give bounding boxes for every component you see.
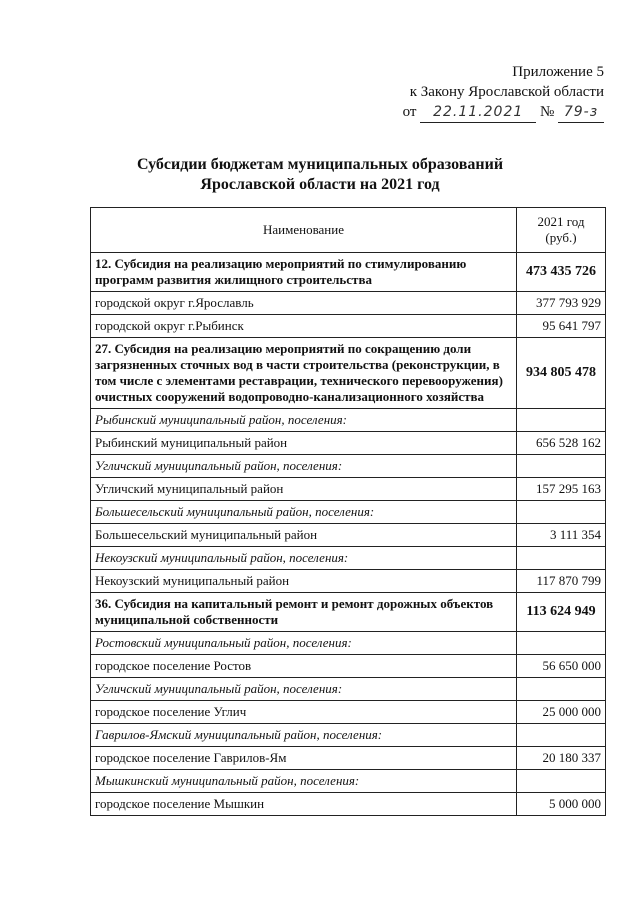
header-amount-unit: (руб.) [545, 230, 577, 245]
row-name: Мышкинский муниципальный район, поселения: [91, 770, 517, 793]
group-row [91, 455, 606, 478]
row-name: Некоузский муниципальный район, поселения: [91, 547, 517, 570]
row-amount: 95 641 797 [517, 315, 606, 338]
row-name: Угличский муниципальный район, поселения: [91, 678, 517, 701]
appendix-law: к Закону Ярославской области [409, 84, 604, 100]
table-row [91, 524, 606, 547]
table-row [91, 747, 606, 770]
handwritten-number: 79-з [558, 102, 604, 123]
row-amount [517, 547, 606, 570]
row-name: городское поселение Гаврилов-Ям [91, 747, 517, 770]
group-row [91, 724, 606, 747]
handwritten-date: 22.11.2021 [420, 102, 536, 123]
row-name: Большесельский муниципальный район [91, 524, 517, 547]
row-name: Большесельский муниципальный район, поселения: [91, 501, 517, 524]
row-amount [517, 678, 606, 701]
subsidies-table [90, 207, 606, 816]
table-row [91, 793, 606, 816]
row-name: 12. Субсидия на реализацию мероприятий по стимулированию программ развития жилищного строительства [91, 253, 517, 292]
number-prefix: № [539, 104, 555, 120]
row-name: городской округ г.Ярославль [91, 292, 517, 315]
table-row [91, 478, 606, 501]
group-row [91, 632, 606, 655]
row-name: Рыбинский муниципальный район [91, 432, 517, 455]
table-row [91, 432, 606, 455]
table-row [91, 292, 606, 315]
row-amount: 3 111 354 [517, 524, 606, 547]
row-amount [517, 632, 606, 655]
row-amount: 934 805 478 [517, 338, 606, 409]
row-name: 27. Субсидия на реализацию мероприятий по сокращению доли загрязненных сточных вод в части строительства (реконструкции, в том числе с элементами реставрации, технического перевооружения) очистных сооружений водопроводно-канализационного хозяйства [91, 338, 517, 409]
row-amount: 5 000 000 [517, 793, 606, 816]
row-amount: 113 624 949 [517, 593, 606, 632]
appendix-block [403, 62, 604, 123]
row-amount: 56 650 000 [517, 655, 606, 678]
group-row [91, 678, 606, 701]
title-line-2: Ярославской области на 2021 год [200, 176, 440, 193]
row-amount [517, 770, 606, 793]
row-name: городское поселение Углич [91, 701, 517, 724]
row-name: Некоузский муниципальный район [91, 570, 517, 593]
row-name: городское поселение Ростов [91, 655, 517, 678]
table-row [91, 570, 606, 593]
row-name: Угличский муниципальный район [91, 478, 517, 501]
row-name: Ростовский муниципальный район, поселения: [91, 632, 517, 655]
row-amount: 656 528 162 [517, 432, 606, 455]
row-amount [517, 455, 606, 478]
row-name: городской округ г.Рыбинск [91, 315, 517, 338]
header-amount-year: 2021 год [537, 214, 585, 229]
document-title [0, 155, 640, 195]
table-body [91, 253, 606, 816]
row-amount [517, 501, 606, 524]
row-amount: 117 870 799 [517, 570, 606, 593]
section-row [91, 338, 606, 409]
row-amount: 157 295 163 [517, 478, 606, 501]
row-amount [517, 409, 606, 432]
group-row [91, 409, 606, 432]
table-row [91, 315, 606, 338]
group-row [91, 547, 606, 570]
row-name: городское поселение Мышкин [91, 793, 517, 816]
section-row [91, 253, 606, 292]
group-row [91, 501, 606, 524]
row-amount: 25 000 000 [517, 701, 606, 724]
appendix-title: Приложение 5 [512, 64, 604, 80]
row-amount: 377 793 929 [517, 292, 606, 315]
table-row [91, 655, 606, 678]
table-row [91, 701, 606, 724]
table-header-row [91, 208, 606, 253]
header-name: Наименование [91, 208, 517, 253]
row-amount [517, 724, 606, 747]
row-name: Гаврилов-Ямский муниципальный район, поселения: [91, 724, 517, 747]
row-name: Угличский муниципальный район, поселения: [91, 455, 517, 478]
row-amount: 20 180 337 [517, 747, 606, 770]
row-amount: 473 435 726 [517, 253, 606, 292]
header-amount [517, 208, 606, 253]
row-name: 36. Субсидия на капитальный ремонт и ремонт дорожных объектов муниципальной собственности [91, 593, 517, 632]
group-row [91, 770, 606, 793]
title-line-1: Субсидии бюджетам муниципальных образований [136, 156, 504, 173]
date-prefix: от [402, 104, 417, 120]
section-row [91, 593, 606, 632]
row-name: Рыбинский муниципальный район, поселения: [91, 409, 517, 432]
appendix-date-line [403, 102, 604, 123]
